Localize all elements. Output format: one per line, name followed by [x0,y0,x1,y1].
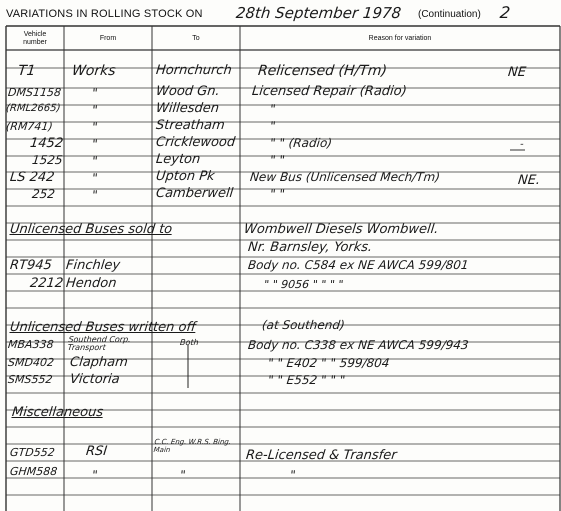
row-8-from: " [91,188,99,202]
column-header-to: To [192,35,200,42]
misc-row-1-to: C.C. Eng. W.R.S. Bing. Main [153,438,232,454]
sold-row-1-reason: Body no. C584 ex NE AWCA 599/801 [247,258,470,272]
sold-row-2-reason: " " 9056 " " " " [263,278,345,291]
row-1-reason: Relicensed (H/Tm) [257,63,388,79]
row-5-reason: " " (Radio) [269,136,333,150]
row-8-vehicle: 252 [31,187,56,201]
written-off-row-1-vehicle: MBA338 [7,338,55,351]
written-off-row-2-vehicle: SMD402 [7,356,55,369]
page-title [6,8,203,20]
column-header-from: From [99,35,117,42]
misc-row-2-vehicle: GHM588 [9,465,58,478]
written-off-heading: Unlicensed Buses written off [9,320,197,335]
row-3-reason: " [269,102,277,116]
written-off-row-3-from: Victoria [69,372,121,387]
row-3-vehicle: (RML2665) [5,103,61,114]
sold-row-1-vehicle: RT945 [9,258,53,273]
row-7-from: " [91,171,99,185]
row-6-reason: " " [269,153,286,167]
page-number: 2 [499,3,512,22]
row-5-extra: - [519,139,525,150]
written-off-row-2-reason: " " E402 " " 599/804 [267,356,391,370]
row-8-to: Camberwell [155,186,234,201]
row-1-from: Works [71,63,117,79]
row-4-to: Streatham [155,118,226,133]
sold-heading: Unlicensed Buses sold to [9,222,173,237]
row-1-extra: NE [507,65,527,80]
written-off-row-3-vehicle: SMS552 [7,373,54,386]
title-date: 28th September 1978 [235,4,403,22]
row-4-reason: " [269,119,277,133]
row-3-from: " [91,103,99,117]
row-6-from: " [91,154,99,168]
row-4-from: " [91,120,99,134]
title-suffix: (Continuation) [418,9,481,20]
sold-row-1-from: Finchley [65,258,121,273]
written-off-note: (at Southend) [261,318,346,332]
row-4-vehicle: (RM741) [5,120,54,133]
row-5-vehicle: 1452 [29,136,64,151]
row-7-to: Upton Pk [155,169,216,184]
title-prefix: VARIATIONS IN ROLLING STOCK ON [6,8,203,20]
sold-destination-1: Wombwell Diesels Wombwell. [243,222,440,237]
row-5-from: " [91,137,99,151]
row-2-from: " [91,86,99,100]
row-7-vehicle: LS 242 [9,170,56,185]
row-8-reason: " " [269,187,286,201]
written-off-row-3-reason: " " E552 " " " [267,373,346,387]
written-off-row-2-from: Clapham [69,355,129,370]
column-header-vehicle: Vehicle number [23,31,47,46]
misc-row-1-reason: Re-Licensed & Transfer [245,448,398,463]
misc-row-1-from: RSI [85,444,108,459]
row-1-to: Hornchurch [155,63,233,78]
row-2-vehicle: DMS1158 [7,86,62,99]
written-off-row-1-reason: Body no. C338 ex NE AWCA 599/943 [247,338,470,352]
row-6-to: Leyton [155,152,202,167]
misc-row-2-from: " [91,468,99,482]
row-2-reason: Licensed Repair (Radio) [251,84,408,99]
row-7-reason: New Bus (Unlicensed Mech/Tm) [249,170,441,184]
sold-row-2-vehicle: 2212 [29,276,64,291]
column-header-reason: Reason for variation [368,35,432,42]
row-6-vehicle: 1525 [31,153,64,167]
written-off-from-note: Southend Corp. Transport [67,335,132,352]
row-7-extra: NE. [517,173,541,188]
misc-heading: Miscellaneous [11,405,104,420]
sold-row-2-from: Hendon [65,276,118,291]
written-off-to-note: Both [179,338,200,347]
row-3-to: Willesden [155,101,220,116]
row-2-to: Wood Gn. [155,84,221,99]
sold-destination-2: Nr. Barnsley, Yorks. [247,240,373,255]
misc-row-2-reason: " [289,468,297,482]
misc-row-1-vehicle: GTD552 [9,446,56,459]
misc-row-2-to: " [179,468,187,482]
row-5-to: Cricklewood [155,135,236,150]
row-1-vehicle: T1 [17,63,37,79]
